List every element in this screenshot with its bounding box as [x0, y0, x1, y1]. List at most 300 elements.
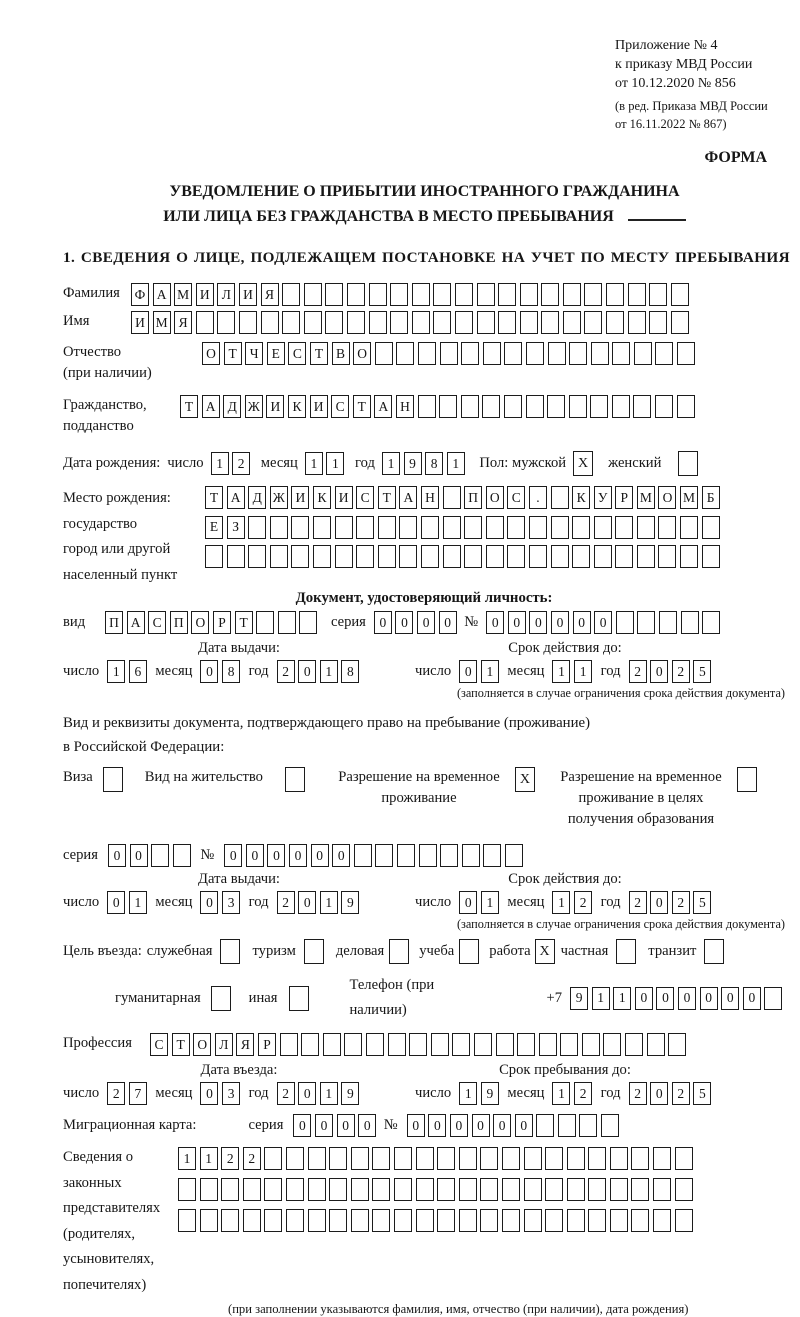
- char-box[interactable]: Ж: [245, 395, 263, 418]
- char-box[interactable]: [659, 611, 677, 634]
- char-box[interactable]: [256, 611, 274, 634]
- char-box[interactable]: [151, 844, 169, 867]
- char-box[interactable]: [217, 311, 235, 334]
- char-box[interactable]: 1: [447, 452, 465, 475]
- char-box[interactable]: [653, 1178, 671, 1201]
- char-box[interactable]: [347, 283, 365, 306]
- char-box[interactable]: [524, 1209, 542, 1232]
- char-box[interactable]: [248, 516, 266, 539]
- char-box[interactable]: [264, 1178, 282, 1201]
- char-box[interactable]: [459, 1178, 477, 1201]
- char-box[interactable]: [366, 1033, 384, 1056]
- char-box[interactable]: [459, 1147, 477, 1170]
- char-box[interactable]: 1: [459, 1082, 477, 1105]
- char-box[interactable]: 1: [320, 660, 338, 683]
- char-box[interactable]: В: [332, 342, 350, 365]
- char-box[interactable]: [612, 395, 630, 418]
- char-box[interactable]: [507, 545, 525, 568]
- char-box[interactable]: [477, 283, 495, 306]
- char-box[interactable]: [529, 545, 547, 568]
- char-box[interactable]: .: [529, 486, 547, 509]
- char-box[interactable]: [502, 1178, 520, 1201]
- char-box[interactable]: Ч: [245, 342, 263, 365]
- char-box[interactable]: [634, 342, 652, 365]
- char-box[interactable]: Т: [224, 342, 242, 365]
- char-box[interactable]: [455, 311, 473, 334]
- char-box[interactable]: [416, 1178, 434, 1201]
- char-box[interactable]: [409, 1033, 427, 1056]
- char-box[interactable]: [278, 611, 296, 634]
- char-box[interactable]: [541, 311, 559, 334]
- char-box[interactable]: Р: [615, 486, 633, 509]
- char-box[interactable]: [375, 342, 393, 365]
- char-box[interactable]: [313, 516, 331, 539]
- char-box[interactable]: [594, 516, 612, 539]
- char-box[interactable]: И: [310, 395, 328, 418]
- char-box[interactable]: [590, 395, 608, 418]
- char-box[interactable]: [584, 311, 602, 334]
- char-box[interactable]: [178, 1209, 196, 1232]
- char-box[interactable]: 8: [341, 660, 359, 683]
- char-box[interactable]: 0: [395, 611, 413, 634]
- char-box[interactable]: [702, 516, 720, 539]
- char-box[interactable]: [558, 1114, 576, 1137]
- char-box[interactable]: [416, 1147, 434, 1170]
- char-box[interactable]: [369, 283, 387, 306]
- char-box[interactable]: [677, 395, 695, 418]
- char-box[interactable]: 1: [320, 1082, 338, 1105]
- char-box[interactable]: [547, 395, 565, 418]
- char-box[interactable]: [221, 1209, 239, 1232]
- char-box[interactable]: Т: [205, 486, 223, 509]
- char-box[interactable]: [496, 1033, 514, 1056]
- char-box[interactable]: [439, 395, 457, 418]
- char-box[interactable]: [329, 1147, 347, 1170]
- char-box[interactable]: [354, 844, 372, 867]
- char-box[interactable]: [299, 611, 317, 634]
- char-box[interactable]: 0: [472, 1114, 490, 1137]
- char-box[interactable]: [372, 1147, 390, 1170]
- char-box[interactable]: 0: [459, 891, 477, 914]
- char-box[interactable]: 6: [129, 660, 147, 683]
- char-box[interactable]: 0: [130, 844, 148, 867]
- char-box[interactable]: А: [399, 486, 417, 509]
- char-box[interactable]: [606, 311, 624, 334]
- char-box[interactable]: [227, 545, 245, 568]
- char-box[interactable]: И: [239, 283, 257, 306]
- char-box[interactable]: 1: [178, 1147, 196, 1170]
- char-box[interactable]: [498, 311, 516, 334]
- char-box[interactable]: [539, 1033, 557, 1056]
- char-box[interactable]: С: [507, 486, 525, 509]
- char-box[interactable]: [572, 516, 590, 539]
- char-box[interactable]: 1: [552, 1082, 570, 1105]
- char-box[interactable]: [421, 516, 439, 539]
- char-box[interactable]: [308, 1178, 326, 1201]
- char-box[interactable]: [375, 844, 393, 867]
- char-box[interactable]: [560, 1033, 578, 1056]
- char-box[interactable]: 1: [481, 891, 499, 914]
- char-box[interactable]: 0: [678, 987, 696, 1010]
- char-box[interactable]: А: [227, 486, 245, 509]
- char-box[interactable]: 0: [459, 660, 477, 683]
- char-box[interactable]: Е: [205, 516, 223, 539]
- char-box[interactable]: Е: [267, 342, 285, 365]
- char-box[interactable]: [443, 516, 461, 539]
- char-box[interactable]: [591, 342, 609, 365]
- char-box[interactable]: [631, 1209, 649, 1232]
- char-box[interactable]: [551, 516, 569, 539]
- char-box[interactable]: 0: [293, 1114, 311, 1137]
- char-box[interactable]: 1: [574, 660, 592, 683]
- char-box[interactable]: Я: [236, 1033, 254, 1056]
- char-box[interactable]: [616, 611, 634, 634]
- purpose-study-checkbox[interactable]: [459, 939, 479, 964]
- char-box[interactable]: [675, 1178, 693, 1201]
- char-box[interactable]: [517, 1033, 535, 1056]
- char-box[interactable]: О: [486, 486, 504, 509]
- char-box[interactable]: А: [202, 395, 220, 418]
- char-box[interactable]: [325, 311, 343, 334]
- char-box[interactable]: 2: [243, 1147, 261, 1170]
- char-box[interactable]: 2: [277, 660, 295, 683]
- char-box[interactable]: 0: [267, 844, 285, 867]
- char-box[interactable]: 0: [407, 1114, 425, 1137]
- char-box[interactable]: [372, 1178, 390, 1201]
- char-box[interactable]: [421, 545, 439, 568]
- char-box[interactable]: Т: [378, 486, 396, 509]
- char-box[interactable]: Н: [421, 486, 439, 509]
- char-box[interactable]: [200, 1178, 218, 1201]
- char-box[interactable]: И: [291, 486, 309, 509]
- char-box[interactable]: 0: [107, 891, 125, 914]
- char-box[interactable]: [675, 1209, 693, 1232]
- char-box[interactable]: Б: [702, 486, 720, 509]
- char-box[interactable]: [637, 545, 655, 568]
- char-box[interactable]: [459, 1209, 477, 1232]
- char-box[interactable]: [653, 1209, 671, 1232]
- purpose-tourism-checkbox[interactable]: [304, 939, 324, 964]
- char-box[interactable]: 8: [425, 452, 443, 475]
- char-box[interactable]: [437, 1147, 455, 1170]
- char-box[interactable]: [282, 311, 300, 334]
- char-box[interactable]: 9: [570, 987, 588, 1010]
- char-box[interactable]: О: [353, 342, 371, 365]
- char-box[interactable]: Ф: [131, 283, 149, 306]
- char-box[interactable]: [243, 1178, 261, 1201]
- char-box[interactable]: У: [594, 486, 612, 509]
- char-box[interactable]: 0: [246, 844, 264, 867]
- char-box[interactable]: О: [193, 1033, 211, 1056]
- char-box[interactable]: А: [374, 395, 392, 418]
- char-box[interactable]: 0: [650, 891, 668, 914]
- char-box[interactable]: 1: [481, 660, 499, 683]
- char-box[interactable]: [329, 1209, 347, 1232]
- char-box[interactable]: [524, 1178, 542, 1201]
- char-box[interactable]: 0: [332, 844, 350, 867]
- char-box[interactable]: [351, 1209, 369, 1232]
- char-box[interactable]: [588, 1147, 606, 1170]
- char-box[interactable]: П: [170, 611, 188, 634]
- char-box[interactable]: [680, 516, 698, 539]
- char-box[interactable]: [286, 1209, 304, 1232]
- char-box[interactable]: К: [288, 395, 306, 418]
- char-box[interactable]: 0: [358, 1114, 376, 1137]
- char-box[interactable]: 0: [200, 660, 218, 683]
- char-box[interactable]: 1: [613, 987, 631, 1010]
- char-box[interactable]: 5: [693, 660, 711, 683]
- char-box[interactable]: [443, 545, 461, 568]
- char-box[interactable]: [335, 516, 353, 539]
- char-box[interactable]: [461, 342, 479, 365]
- char-box[interactable]: 9: [341, 891, 359, 914]
- char-box[interactable]: [480, 1209, 498, 1232]
- char-box[interactable]: [440, 342, 458, 365]
- char-box[interactable]: [280, 1033, 298, 1056]
- char-box[interactable]: [286, 1147, 304, 1170]
- char-box[interactable]: [399, 516, 417, 539]
- char-box[interactable]: [551, 486, 569, 509]
- char-box[interactable]: С: [148, 611, 166, 634]
- char-box[interactable]: [270, 545, 288, 568]
- char-box[interactable]: 0: [200, 891, 218, 914]
- char-box[interactable]: [433, 311, 451, 334]
- char-box[interactable]: [637, 516, 655, 539]
- char-box[interactable]: [291, 516, 309, 539]
- char-box[interactable]: [567, 1209, 585, 1232]
- char-box[interactable]: [394, 1178, 412, 1201]
- purpose-work-checkbox[interactable]: X: [535, 939, 555, 964]
- char-box[interactable]: 0: [721, 987, 739, 1010]
- char-box[interactable]: 3: [222, 891, 240, 914]
- char-box[interactable]: З: [227, 516, 245, 539]
- char-box[interactable]: И: [335, 486, 353, 509]
- char-box[interactable]: 2: [221, 1147, 239, 1170]
- char-box[interactable]: [431, 1033, 449, 1056]
- char-box[interactable]: [304, 283, 322, 306]
- char-box[interactable]: Р: [213, 611, 231, 634]
- char-box[interactable]: Л: [217, 283, 235, 306]
- char-box[interactable]: [443, 486, 461, 509]
- char-box[interactable]: [655, 395, 673, 418]
- char-box[interactable]: 0: [289, 844, 307, 867]
- char-box[interactable]: 0: [508, 611, 526, 634]
- char-box[interactable]: 0: [298, 891, 316, 914]
- char-box[interactable]: 2: [277, 1082, 295, 1105]
- char-box[interactable]: [464, 545, 482, 568]
- char-box[interactable]: [335, 545, 353, 568]
- purpose-official-checkbox[interactable]: [220, 939, 240, 964]
- char-box[interactable]: [505, 844, 523, 867]
- char-box[interactable]: [313, 545, 331, 568]
- char-box[interactable]: [653, 1147, 671, 1170]
- char-box[interactable]: 0: [428, 1114, 446, 1137]
- char-box[interactable]: [545, 1178, 563, 1201]
- char-box[interactable]: [675, 1147, 693, 1170]
- char-box[interactable]: [520, 311, 538, 334]
- char-box[interactable]: 0: [529, 611, 547, 634]
- char-box[interactable]: [567, 1178, 585, 1201]
- char-box[interactable]: 0: [743, 987, 761, 1010]
- char-box[interactable]: [486, 516, 504, 539]
- char-box[interactable]: [264, 1209, 282, 1232]
- sex-male-checkbox[interactable]: X: [573, 451, 593, 476]
- char-box[interactable]: [551, 545, 569, 568]
- char-box[interactable]: [301, 1033, 319, 1056]
- char-box[interactable]: 1: [592, 987, 610, 1010]
- char-box[interactable]: [647, 1033, 665, 1056]
- char-box[interactable]: [412, 283, 430, 306]
- purpose-business-checkbox[interactable]: [389, 939, 409, 964]
- char-box[interactable]: 0: [650, 660, 668, 683]
- char-box[interactable]: [633, 395, 651, 418]
- char-box[interactable]: 2: [107, 1082, 125, 1105]
- char-box[interactable]: [610, 1209, 628, 1232]
- char-box[interactable]: И: [266, 395, 284, 418]
- char-box[interactable]: Р: [258, 1033, 276, 1056]
- char-box[interactable]: [545, 1209, 563, 1232]
- purpose-humanitarian-checkbox[interactable]: [211, 986, 231, 1011]
- char-box[interactable]: [291, 545, 309, 568]
- char-box[interactable]: 0: [315, 1114, 333, 1137]
- char-box[interactable]: А: [127, 611, 145, 634]
- char-box[interactable]: Я: [261, 283, 279, 306]
- char-box[interactable]: [615, 516, 633, 539]
- char-box[interactable]: [483, 342, 501, 365]
- char-box[interactable]: [344, 1033, 362, 1056]
- char-box[interactable]: [308, 1209, 326, 1232]
- char-box[interactable]: [649, 283, 667, 306]
- char-box[interactable]: 5: [693, 891, 711, 914]
- char-box[interactable]: [239, 311, 257, 334]
- char-box[interactable]: С: [356, 486, 374, 509]
- char-box[interactable]: [356, 545, 374, 568]
- char-box[interactable]: Д: [248, 486, 266, 509]
- char-box[interactable]: [612, 342, 630, 365]
- char-box[interactable]: [248, 545, 266, 568]
- char-box[interactable]: М: [680, 486, 698, 509]
- char-box[interactable]: [504, 342, 522, 365]
- char-box[interactable]: [437, 1178, 455, 1201]
- char-box[interactable]: 0: [700, 987, 718, 1010]
- char-box[interactable]: [545, 1147, 563, 1170]
- char-box[interactable]: [610, 1147, 628, 1170]
- char-box[interactable]: А: [153, 283, 171, 306]
- char-box[interactable]: [507, 516, 525, 539]
- visa-checkbox[interactable]: [103, 767, 123, 792]
- char-box[interactable]: [572, 545, 590, 568]
- char-box[interactable]: [396, 342, 414, 365]
- char-box[interactable]: [588, 1178, 606, 1201]
- char-box[interactable]: Т: [172, 1033, 190, 1056]
- char-box[interactable]: 0: [337, 1114, 355, 1137]
- char-box[interactable]: 2: [232, 452, 250, 475]
- char-box[interactable]: [416, 1209, 434, 1232]
- char-box[interactable]: [671, 283, 689, 306]
- char-box[interactable]: 1: [200, 1147, 218, 1170]
- char-box[interactable]: 2: [672, 1082, 690, 1105]
- char-box[interactable]: 7: [129, 1082, 147, 1105]
- char-box[interactable]: [631, 1178, 649, 1201]
- char-box[interactable]: Т: [180, 395, 198, 418]
- char-box[interactable]: Т: [310, 342, 328, 365]
- char-box[interactable]: [658, 545, 676, 568]
- char-box[interactable]: [178, 1178, 196, 1201]
- char-box[interactable]: [369, 311, 387, 334]
- char-box[interactable]: [524, 1147, 542, 1170]
- char-box[interactable]: 1: [552, 891, 570, 914]
- char-box[interactable]: 0: [486, 611, 504, 634]
- char-box[interactable]: [286, 1178, 304, 1201]
- char-box[interactable]: [526, 342, 544, 365]
- char-box[interactable]: Я: [174, 311, 192, 334]
- char-box[interactable]: 0: [515, 1114, 533, 1137]
- char-box[interactable]: 0: [573, 611, 591, 634]
- char-box[interactable]: 0: [417, 611, 435, 634]
- char-box[interactable]: С: [150, 1033, 168, 1056]
- char-box[interactable]: [397, 844, 415, 867]
- char-box[interactable]: [378, 516, 396, 539]
- char-box[interactable]: [486, 545, 504, 568]
- char-box[interactable]: [243, 1209, 261, 1232]
- char-box[interactable]: 5: [693, 1082, 711, 1105]
- char-box[interactable]: [399, 545, 417, 568]
- char-box[interactable]: [637, 611, 655, 634]
- char-box[interactable]: [440, 844, 458, 867]
- char-box[interactable]: [464, 516, 482, 539]
- char-box[interactable]: 0: [656, 987, 674, 1010]
- char-box[interactable]: 0: [594, 611, 612, 634]
- char-box[interactable]: [658, 516, 676, 539]
- char-box[interactable]: 2: [277, 891, 295, 914]
- char-box[interactable]: И: [131, 311, 149, 334]
- char-box[interactable]: 0: [298, 660, 316, 683]
- char-box[interactable]: [455, 283, 473, 306]
- char-box[interactable]: М: [637, 486, 655, 509]
- sex-female-checkbox[interactable]: [678, 451, 698, 476]
- char-box[interactable]: [563, 311, 581, 334]
- char-box[interactable]: [668, 1033, 686, 1056]
- char-box[interactable]: [477, 311, 495, 334]
- char-box[interactable]: С: [288, 342, 306, 365]
- char-box[interactable]: С: [331, 395, 349, 418]
- char-box[interactable]: 2: [629, 891, 647, 914]
- char-box[interactable]: [588, 1209, 606, 1232]
- char-box[interactable]: [356, 516, 374, 539]
- char-box[interactable]: [264, 1147, 282, 1170]
- char-box[interactable]: [388, 1033, 406, 1056]
- char-box[interactable]: [419, 844, 437, 867]
- char-box[interactable]: 2: [629, 660, 647, 683]
- char-box[interactable]: 0: [551, 611, 569, 634]
- char-box[interactable]: 2: [672, 891, 690, 914]
- purpose-private-checkbox[interactable]: [616, 939, 636, 964]
- char-box[interactable]: 3: [222, 1082, 240, 1105]
- char-box[interactable]: [649, 311, 667, 334]
- char-box[interactable]: [323, 1033, 341, 1056]
- char-box[interactable]: К: [313, 486, 331, 509]
- char-box[interactable]: [173, 844, 191, 867]
- char-box[interactable]: 0: [650, 1082, 668, 1105]
- char-box[interactable]: Н: [396, 395, 414, 418]
- char-box[interactable]: [437, 1209, 455, 1232]
- char-box[interactable]: [462, 844, 480, 867]
- char-box[interactable]: [378, 545, 396, 568]
- char-box[interactable]: [582, 1033, 600, 1056]
- char-box[interactable]: [563, 283, 581, 306]
- char-box[interactable]: [502, 1147, 520, 1170]
- char-box[interactable]: [418, 395, 436, 418]
